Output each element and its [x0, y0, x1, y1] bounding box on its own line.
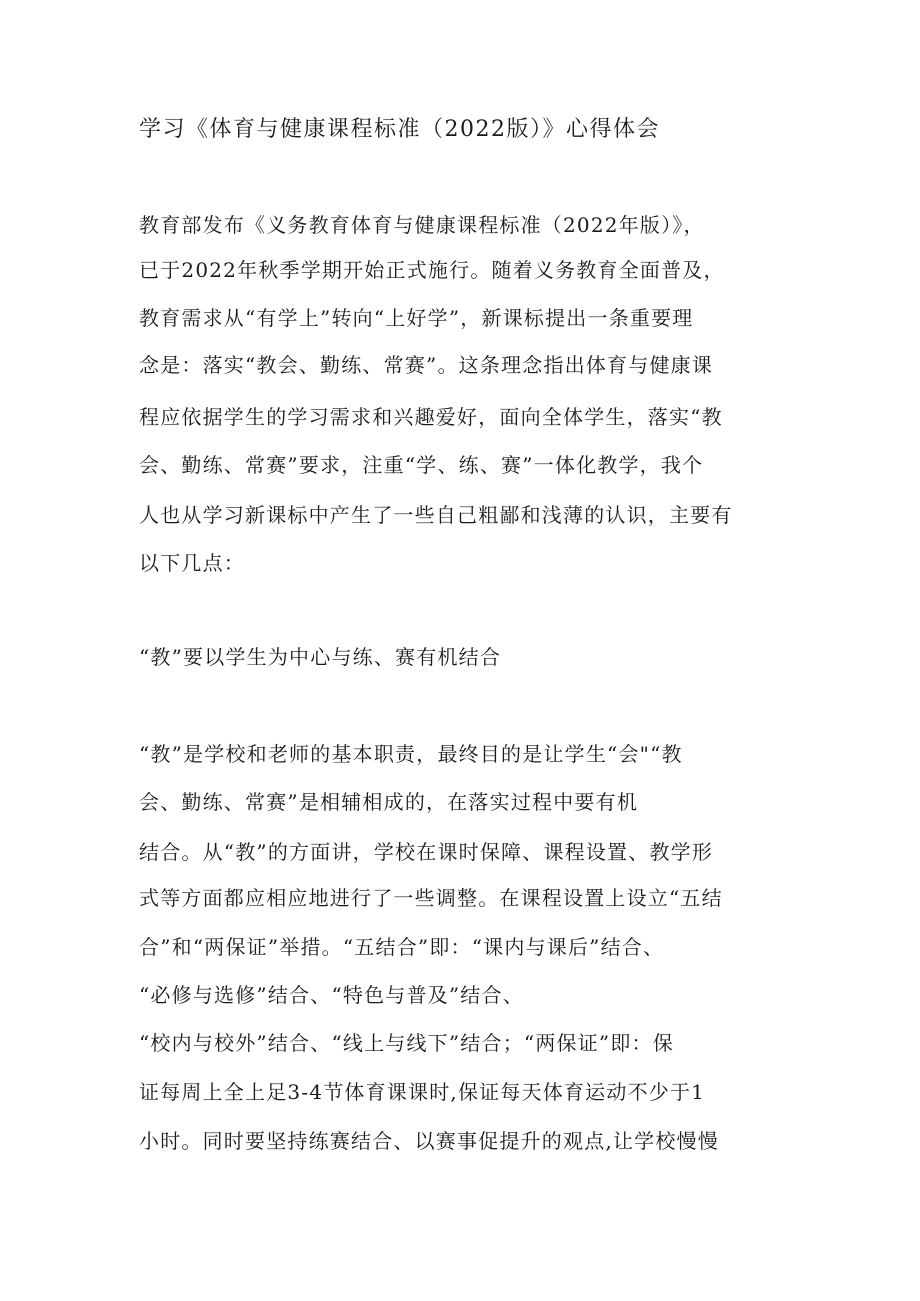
body-line-7: “校内与校外”结合、“线上与线下”结合；“两保证”即：保 — [139, 1031, 674, 1055]
intro-line-8: 以下几点： — [139, 551, 245, 575]
intro-line-4: 念是：落实“教会、勤练、常赛”。这条理念指出体育与健康课 — [139, 353, 714, 377]
section-heading: “教”要以学生为中心与练、赛有机结合 — [139, 645, 502, 669]
intro-line-2: 已于2022年秋季学期开始正式施行。随着义务教育全面普及， — [139, 258, 725, 282]
body-line-2: 会、勤练、常赛”是相辅相成的，在落实过程中要有机 — [139, 790, 639, 814]
body-line-4: 式等方面都应相应地进行了一些调整。在课程设置上设立“五结 — [139, 886, 723, 910]
intro-line-7: 人也从学习新课标中产生了一些自己粗鄙和浅薄的认识，主要有 — [139, 503, 733, 527]
intro-line-6: 会、勤练、常赛”要求，注重“学、练、赛”一体化教学，我个 — [139, 453, 704, 477]
document-title: 学习《体育与健康课程标准（2022版）》心得体会 — [139, 117, 660, 142]
body-line-3: 结合。从“教”的方面讲，学校在课时保障、课程设置、教学形 — [139, 840, 714, 864]
body-line-8: 证每周上全上足3-4节体育课课时,保证每天体育运动不少于1 — [139, 1080, 706, 1104]
body-line-6: “必修与选修”结合、“特色与普及”结合、 — [139, 983, 524, 1007]
body-line-1: “教”是学校和老师的基本职责，最终目的是让学生“会"“教 — [139, 742, 683, 766]
intro-line-1: 教育部发布《义务教育体育与健康课程标准（2022年版）》， — [139, 213, 705, 237]
intro-line-5: 程应依据学生的学习需求和兴趣爱好，面向全体学生，落实“教 — [139, 405, 723, 429]
body-line-9: 小时。同时要坚持练赛结合、以赛事促提升的观点,让学校慢慢 — [139, 1129, 719, 1153]
body-line-5: 合”和“两保证”举措。“五结合”即：“课内与课后”结合、 — [139, 935, 665, 959]
intro-line-3: 教育需求从“有学上”转向“上好学”，新课标提出一条重要理 — [139, 306, 694, 330]
